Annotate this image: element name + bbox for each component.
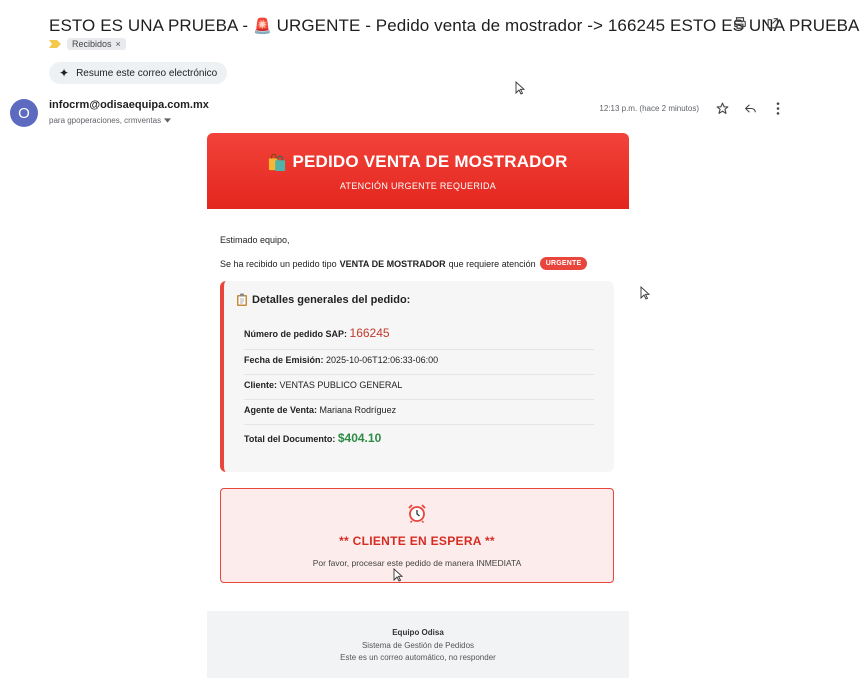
- recipients-text: para gpoperaciones, crmventas: [49, 116, 162, 125]
- reply-icon[interactable]: [741, 99, 759, 117]
- agent-label: Agente de Venta:: [244, 405, 318, 415]
- subject-rest: URGENTE - Pedido venta de mostrador -> 166245 ESTO ES UNA PRUEBA: [271, 16, 860, 35]
- importance-marker-icon[interactable]: [49, 40, 61, 48]
- remove-label-icon[interactable]: ×: [115, 39, 121, 49]
- details-title-text: Detalles generales del pedido:: [252, 293, 411, 306]
- mouse-cursor-icon: [640, 286, 650, 300]
- header-title-text: PEDIDO VENTA DE MOSTRADOR: [292, 151, 568, 171]
- subject-prefix: ESTO ES UNA PRUEBA -: [49, 16, 253, 35]
- detail-row-date: [244, 355, 594, 375]
- order-details-card: [220, 281, 614, 472]
- detail-row-agent: [244, 405, 594, 425]
- print-icon[interactable]: [731, 14, 749, 32]
- sender-email[interactable]: infocrm@odisaequipa.com.mx: [49, 99, 209, 111]
- star-icon[interactable]: [713, 99, 731, 117]
- details-title: [236, 293, 410, 306]
- intro-line: [220, 257, 587, 270]
- detail-row-sap: [244, 326, 594, 350]
- mouse-cursor-icon: [393, 568, 403, 582]
- alarm-clock-icon: [407, 503, 427, 523]
- avatar[interactable]: O: [10, 99, 38, 127]
- shopping-bags-icon: [268, 152, 286, 172]
- summarize-label: Resume este correo electrónico: [76, 67, 218, 79]
- sap-value: 166245: [349, 326, 390, 340]
- subject-row: [49, 12, 860, 40]
- detail-row-total: [244, 431, 594, 454]
- footer-team: Equipo Odisa: [392, 627, 444, 637]
- header-subtitle: ATENCIÓN URGENTE REQUERIDA: [339, 180, 497, 191]
- email-header-banner: [207, 133, 629, 209]
- clipboard-icon: [236, 293, 248, 306]
- alert-title: ** CLIENTE EN ESPERA **: [339, 534, 495, 548]
- message-meta: [599, 99, 787, 117]
- client-label: Cliente:: [244, 380, 278, 390]
- summarize-email-button[interactable]: [49, 62, 227, 84]
- labels-row: [49, 38, 126, 50]
- email-body: [207, 133, 629, 662]
- footer-system: Sistema de Gestión de Pedidos: [361, 640, 475, 650]
- date-label: Fecha de Emisión:: [244, 355, 324, 365]
- label-chip-text: Recibidos: [72, 39, 112, 49]
- mouse-cursor-icon: [515, 81, 525, 95]
- open-new-window-icon[interactable]: [763, 14, 781, 32]
- client-value: VENTAS PUBLICO GENERAL: [279, 380, 403, 390]
- siren-icon: 🚨: [252, 18, 272, 35]
- intro-after: que requiere atención: [448, 258, 536, 269]
- greeting: Estimado equipo,: [220, 235, 290, 245]
- detail-row-client: [244, 380, 594, 400]
- sparkle-icon: ✦: [59, 66, 70, 80]
- label-chip-recibidos[interactable]: [67, 38, 126, 50]
- total-label: Total del Documento:: [244, 434, 336, 444]
- intro-before: Se ha recibido un pedido tipo: [220, 258, 337, 269]
- intro-bold: VENTA DE MOSTRADOR: [339, 258, 446, 269]
- timestamp: 12:13 p.m. (hace 2 minutos): [599, 103, 699, 113]
- email-footer: [207, 611, 629, 678]
- sap-label: Número de pedido SAP:: [244, 329, 348, 339]
- date-value: 2025-10-06T12:06:33-06:00: [326, 355, 439, 365]
- chevron-down-icon[interactable]: [164, 116, 171, 125]
- more-options-icon[interactable]: [769, 99, 787, 117]
- alert-text: Por favor, procesar este pedido de manera INMEDIATA: [312, 558, 522, 568]
- header-title: [268, 152, 567, 172]
- subject-actions: [731, 14, 781, 32]
- urgent-badge: URGENTE: [540, 257, 588, 270]
- client-waiting-alert: [220, 488, 614, 583]
- recipients-line[interactable]: [49, 116, 171, 125]
- agent-value: Mariana Rodríguez: [319, 405, 397, 415]
- total-value: $404.10: [337, 431, 382, 445]
- footer-note: Este es un correo automático, no responder: [340, 652, 496, 662]
